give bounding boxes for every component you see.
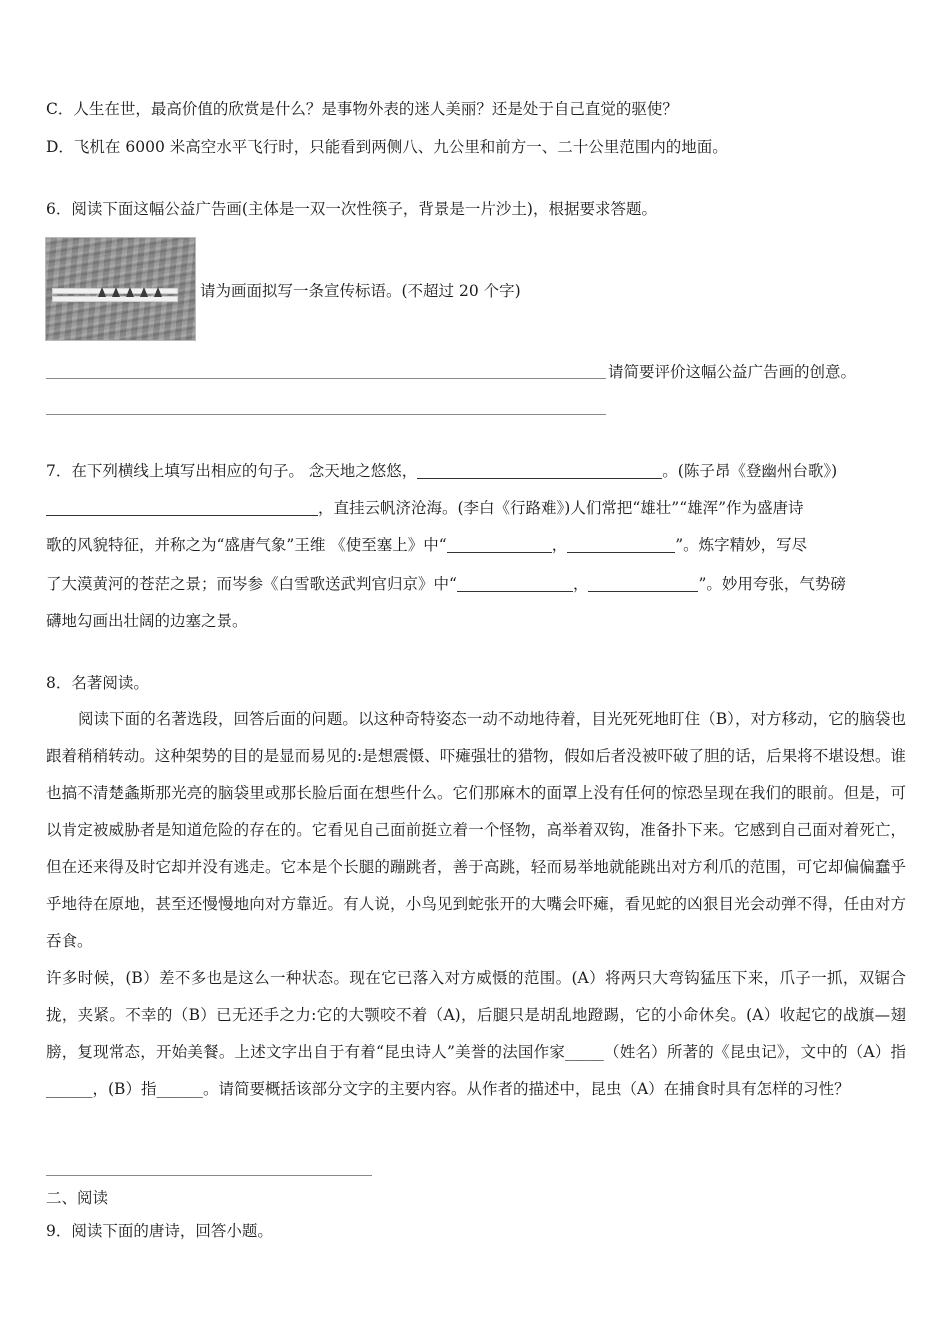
question-6-sub2: 请简要评价这幅公益广告画的创意。 — [608, 363, 857, 381]
question-7-line1 — [46, 461, 837, 481]
question-8-passage-2: 许多时候，(B）差不多也是这么一种状态。现在它已落入对方威慑的范围。(A）将两只大弯钩猛压下来，爪子一抓，双锯合拢，夹紧。不幸的（B）已无还手之力:它的大颚咬不着（A)，后腿只是胡乱地蹬踢，它的小命休矣。(A）收起它的战旗—翅膀，复现常态，开始美餐。上述文字出自于有着“昆虫诗人”美誉的法国作家_____（姓名）所著的《昆虫记》，文中的（A）指______，(B）指______。请简要概括该部分文字的主要内容。从作者的描述中，昆虫（A）在捕食时具有怎样的习性？ — [46, 969, 906, 1098]
question-7-line5: 礴地勾画出壮阔的边塞之景。 — [46, 612, 248, 630]
blank-input[interactable] — [417, 463, 662, 480]
option-c: C．人生在世，最高价值的欣赏是什么？是事物外表的迷人美丽？还是处于自己直觉的驱使？ — [46, 100, 678, 118]
question-7-line2 — [46, 498, 804, 518]
blank-input[interactable] — [447, 537, 552, 554]
question-7-line4 — [46, 574, 846, 594]
chopsticks-ad-image — [45, 237, 196, 341]
q7-text: ”。妙用夸张，气势磅 — [698, 575, 846, 593]
question-6-sub1: 请为画面拟写一条宣传标语。(不超过 20 个字) — [200, 282, 521, 300]
blank-input[interactable] — [567, 537, 675, 554]
tree-icon — [112, 287, 120, 297]
q7-text: 歌的风貌特征，并称之为“盛唐气象”王维 《使至塞上》中“ — [46, 536, 447, 554]
question-8-passage: 阅读下面的名著选段，回答后面的问题。以这种奇特姿态一动不动地待着，目光死死地盯住（B），对方移动，它的脑袋也跟着稍稍转动。这种架势的目的是显而易见的:是想震慑、吓瘫强壮的猎物，假如后者没被吓破了胆的话，后果将不堪设想。谁也搞不清楚螽斯那光亮的脑袋里或那长脸后面在想些什么。它们那麻木的面罩上没有任何的惊恐呈现在我们的眼前。但是，可以肯定被威胁者是知道危险的存在的。它看见自己面前挺立着一个怪物，高举着双钩，准备扑下来。它感到自己面对着死亡，但在还来得及时它却并没有逃走。它本是个长腿的蹦跳者，善于高跳，轻而易举地就能跳出对方利爪的范围，可它却偏偏蠢乎乎地待在原地，甚至还慢慢地向对方靠近。有人说，小鸟见到蛇张开的大嘴会吓瘫，看见蛇的凶狠目光会动弹不得，任由对方吞食。 — [46, 710, 906, 950]
q7-text: 了大漠黄河的苍茫之景；而岑参《白雪歌送武判官归京》中“ — [46, 575, 457, 593]
option-d: D．飞机在 6000 米高空水平飞行时，只能看到两侧八、九公里和前方一、二十公里范围内的地面。 — [46, 138, 728, 156]
tree-icon — [98, 287, 106, 297]
question-8-title: 8．名著阅读。 — [46, 674, 149, 692]
blank-input[interactable] — [46, 500, 318, 517]
question-9-stem: 9．阅读下面的唐诗，回答小题。 — [46, 1222, 273, 1240]
answer-line-8[interactable] — [46, 1175, 372, 1176]
section-2-title: 二、阅读 — [46, 1189, 109, 1207]
tree-icon — [154, 287, 162, 297]
question-7-line3 — [46, 535, 807, 555]
answer-line-6a[interactable] — [46, 378, 606, 379]
q7-text: ， — [572, 575, 589, 593]
tree-icon — [126, 287, 134, 297]
q7-text: ”。炼字精妙，写尽 — [675, 536, 808, 554]
q7-text: 7．在下列横线上填写出相应的句子。 念天地之悠悠， — [46, 462, 418, 480]
q7-text: 。(陈子昂《登幽州台歌》) — [662, 462, 838, 480]
q7-text: ，直挂云帆济沧海。(李白《行路难》)人们常把“雄壮”“雄浑”作为盛唐诗 — [318, 499, 804, 517]
tree-icon — [140, 287, 148, 297]
blank-input[interactable] — [457, 576, 573, 593]
q7-text: ， — [551, 536, 568, 554]
answer-line-6b[interactable] — [46, 414, 606, 415]
blank-input[interactable] — [588, 576, 698, 593]
question-6-stem: 6．阅读下面这幅公益广告画(主体是一双一次性筷子，背景是一片沙土)，根据要求答题。 — [46, 200, 657, 218]
